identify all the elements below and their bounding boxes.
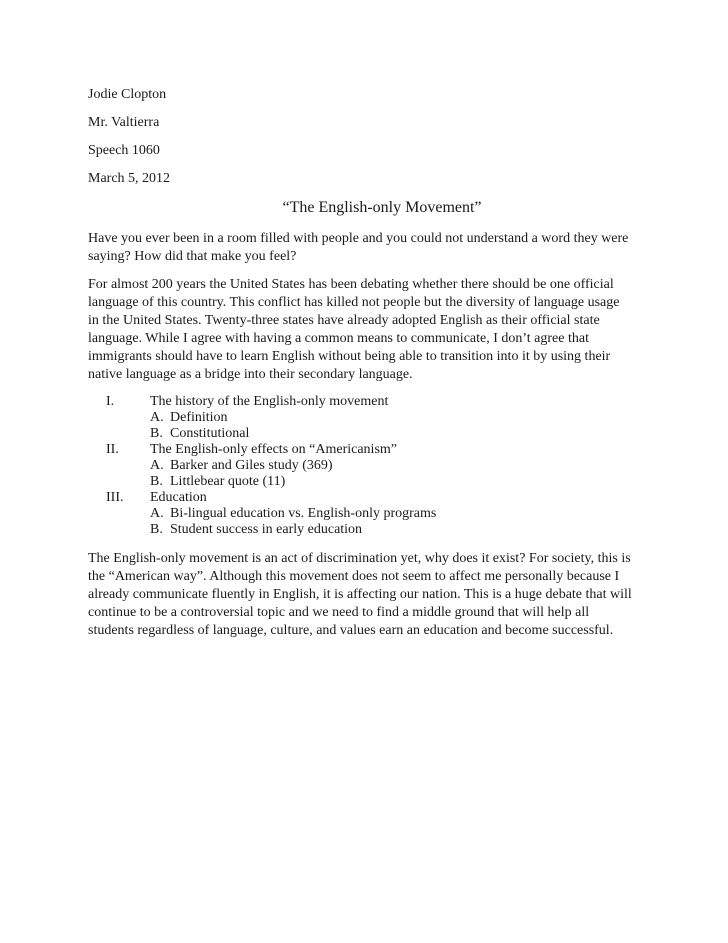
course-name: Speech 1060 bbox=[88, 143, 160, 158]
outline-sublist bbox=[88, 458, 648, 490]
outline-sub-letter: B. bbox=[150, 522, 163, 537]
outline-sub-letter: A. bbox=[150, 506, 164, 521]
speech-outline bbox=[88, 394, 648, 538]
outline-sub-letter: B. bbox=[150, 474, 163, 489]
author-name: Jodie Clopton bbox=[88, 87, 167, 102]
outline-numeral: III. bbox=[106, 490, 124, 505]
intro-thesis-paragraph: For almost 200 years the United States has been debating whether there should be one official language of this country. This conflict has killed not people but the diversity of language usage in the United States. Twenty-three states have already adopted English as their official state language. While I agree with having a common means to communicate, I don’t agree that immigrants should have to learn English without being able to transition into it by using their native language as a bridge into their secondary language. bbox=[88, 277, 620, 382]
outline-sub-letter: A. bbox=[150, 410, 164, 425]
outline-sub-text: Definition bbox=[170, 410, 228, 425]
outline-subitem bbox=[150, 426, 648, 442]
conclusion-paragraph: The English-only movement is an act of discrimination yet, why does it exist? For society, this is the “American way”. Although this movement does not seem to affect me personally because I already communicate fluently in English, it is affecting our nation. This is a huge debate that will continue to be a controversial topic and we need to find a middle ground that will help all students regardless of language, culture, and values earn an education and become successful. bbox=[88, 551, 632, 638]
outline-sub-text: Littlebear quote (11) bbox=[170, 474, 286, 489]
outline-sub-text: Constitutional bbox=[170, 426, 250, 441]
outline-sublist bbox=[88, 506, 648, 538]
outline-item bbox=[88, 394, 648, 442]
outline-sublist bbox=[88, 410, 648, 442]
instructor-name: Mr. Valtierra bbox=[88, 115, 160, 130]
outline-sub-letter: A. bbox=[150, 458, 164, 473]
document-title: “The English-only Movement” bbox=[282, 199, 482, 216]
outline-sub-text: Bi-lingual education vs. English-only programs bbox=[170, 506, 437, 521]
outline-subitem bbox=[150, 506, 648, 522]
outline-sub-text: Student success in early education bbox=[170, 522, 363, 537]
intro-hook-paragraph: Have you ever been in a room filled with people and you could not understand a word they were saying? How did that make you feel? bbox=[88, 231, 629, 264]
outline-item bbox=[88, 490, 648, 538]
outline-subitem bbox=[150, 410, 648, 426]
outline-sub-letter: B. bbox=[150, 426, 163, 441]
outline-subitem bbox=[150, 458, 648, 474]
document-body bbox=[88, 86, 648, 650]
outline-numeral: II. bbox=[106, 442, 119, 457]
outline-item bbox=[88, 442, 648, 490]
outline-heading: The history of the English-only movement bbox=[150, 394, 389, 409]
document-date: March 5, 2012 bbox=[88, 171, 171, 186]
outline-heading: The English-only effects on “Americanism” bbox=[150, 442, 397, 457]
outline-subitem bbox=[150, 474, 648, 490]
outline-numeral: I. bbox=[106, 394, 115, 409]
outline-subitem bbox=[150, 522, 648, 538]
outline-heading: Education bbox=[150, 490, 207, 505]
outline-sub-text: Barker and Giles study (369) bbox=[170, 458, 333, 473]
